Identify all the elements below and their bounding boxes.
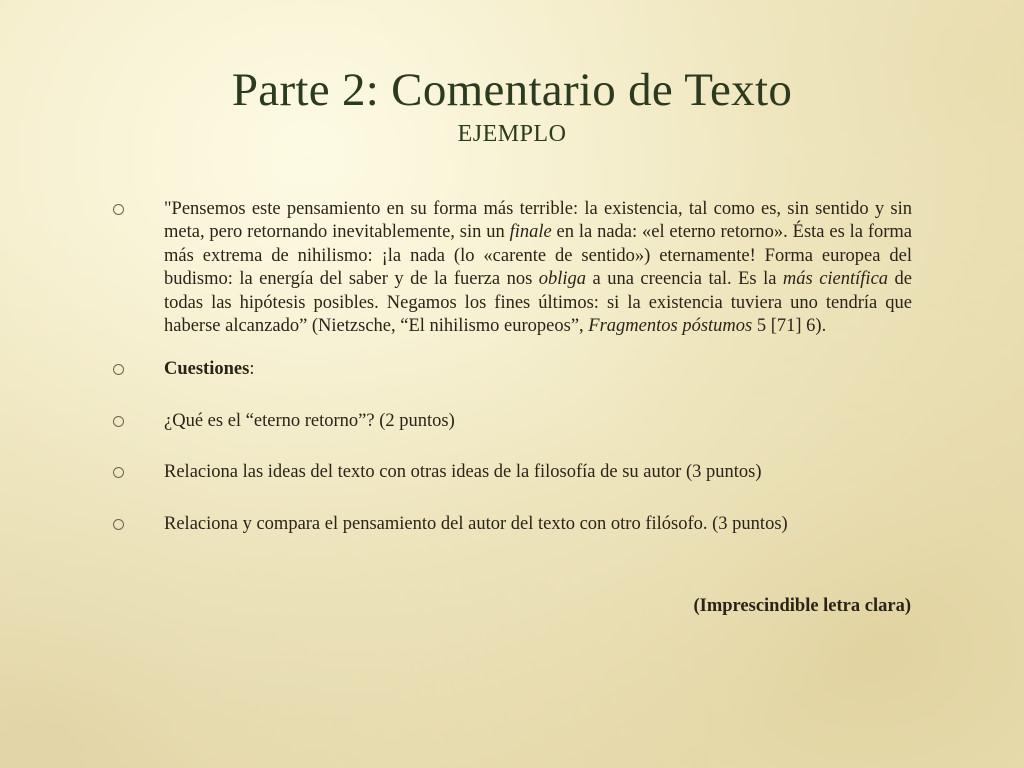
question-item: [112, 513, 912, 536]
bullet-icon: [113, 416, 124, 427]
bullet-icon: [113, 204, 124, 215]
slide-title: Parte 2: Comentario de Texto: [231, 64, 793, 116]
bullet-icon: [113, 519, 124, 530]
quote-item: [112, 198, 912, 338]
question-item: [112, 461, 912, 484]
question-text: Relaciona y compara el pensamiento del autor del texto con otro filósofo. (3 puntos): [164, 513, 788, 534]
quote-emphasis: más científica: [782, 269, 889, 290]
bullet-icon: [113, 364, 124, 375]
quote-text: "Pensemos este pensamiento en su forma más terrible: la existencia, tal como es, sin sentido y sin meta, pero retornando inevitablemente, sin un finale en la nada: «el eterno retorno». Ésta es la forma más extrema de nihilismo: ¡la nada (lo «carente de sentido») eternamente! Forma europea del budismo: la energía del saber y de la fuerza nos obliga a una creencia tal. Es la más científica de todas las hipótesis posibles. Negamos los fines últimos: si la existencia tuviera uno tendría que haberse alcanzado” (Nietzsche, “El nihilismo europeos”, Fragmentos póstumos 5 [71] 6).: [164, 199, 912, 337]
handwriting-note: (Imprescindible letra clara): [693, 596, 911, 616]
quote-emphasis: obliga: [538, 269, 587, 290]
question-item: [112, 410, 912, 433]
question-text: Relaciona las ideas del texto con otras ideas de la filosofía de su autor (3 puntos): [164, 462, 762, 483]
slide-subtitle: EJEMPLO: [457, 121, 567, 147]
bullet-icon: [113, 467, 124, 478]
bullet-list: [112, 198, 912, 536]
quote-source-title: Fragmentos póstumos: [588, 316, 753, 337]
question-text: ¿Qué es el “eterno retorno”? (2 puntos): [164, 410, 455, 431]
quote-emphasis: finale: [509, 222, 552, 243]
questions-heading: Cuestiones: [164, 359, 250, 380]
questions-heading-item: Cuestiones:: [112, 358, 912, 381]
